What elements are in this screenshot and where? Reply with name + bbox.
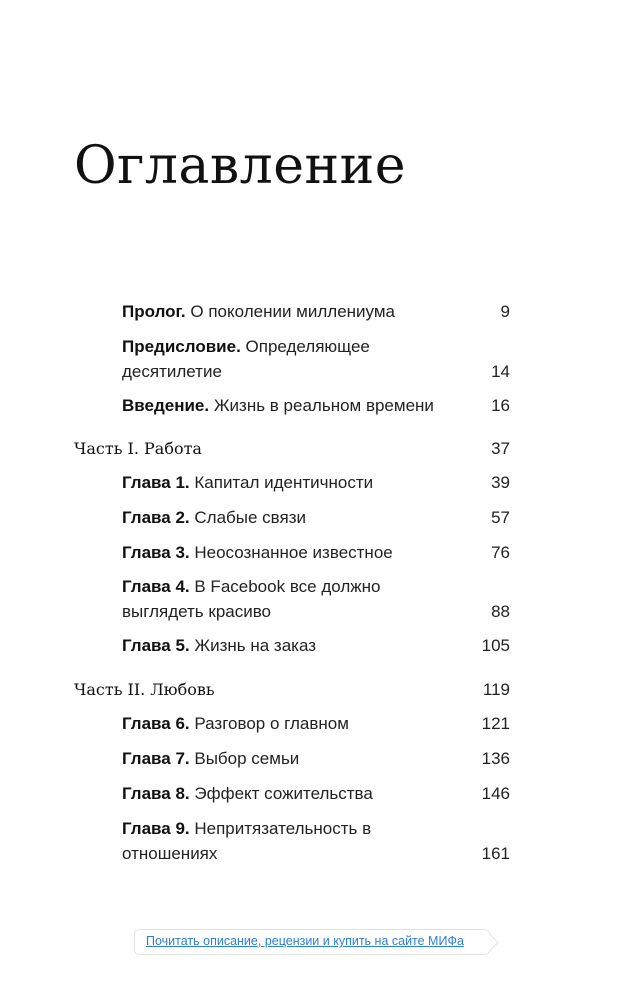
toc-page-number: 88 <box>491 602 510 621</box>
toc-entry-lead: Глава 4. <box>122 577 190 596</box>
toc-entry-text <box>122 470 442 495</box>
toc-entry-title: Выбор семьи <box>194 749 300 768</box>
toc-part-2 <box>74 677 510 702</box>
toc-chapter-1 <box>122 470 510 495</box>
toc-chapter-9 <box>122 816 510 866</box>
toc-entry-title: Разговор о главном <box>194 714 349 733</box>
toc-entry-lead: Глава 1. <box>122 473 190 492</box>
toc-chapter-4 <box>122 574 510 624</box>
toc-entry-lead: Глава 2. <box>122 508 190 527</box>
toc-entry-text <box>122 299 442 324</box>
toc-entry-lead: Глава 5. <box>122 636 190 655</box>
toc-entry-lead: Глава 6. <box>122 714 190 733</box>
toc-page-number: 76 <box>491 543 510 562</box>
toc-entry-text <box>122 711 442 736</box>
toc-entry-introduction <box>122 393 510 418</box>
toc-page-number: 105 <box>481 636 510 655</box>
toc-entry-title: Жизнь на заказ <box>194 636 317 655</box>
toc-entry-lead: Введение. <box>122 396 210 415</box>
toc-entry-title: О поколении миллениума <box>190 302 395 321</box>
toc-entry-text <box>122 334 422 384</box>
toc-page-number: 16 <box>491 396 510 415</box>
toc-entry-prologue <box>122 299 510 324</box>
page-title: Оглавление <box>74 136 407 196</box>
toc-page-number: 136 <box>481 749 510 768</box>
toc-part-1 <box>74 436 510 461</box>
toc-entry-text <box>122 393 472 418</box>
toc-entry-text <box>122 746 442 771</box>
toc-entry-title: Непритязательность в отношениях <box>122 819 372 863</box>
toc-page-number: 57 <box>491 508 510 527</box>
toc-entry-preface <box>122 334 510 384</box>
toc-entry-title: Неосознанное известное <box>194 543 393 562</box>
toc-entry-lead: Глава 9. <box>122 819 190 838</box>
toc-page-number: 14 <box>491 362 510 381</box>
toc-page-number: 121 <box>481 714 510 733</box>
toc-chapter-7 <box>122 746 510 771</box>
toc-entry-lead: Глава 7. <box>122 749 190 768</box>
toc-part-label: Часть II. Любовь <box>74 680 215 699</box>
toc-entry-title: Определяющее десятилетие <box>122 337 370 381</box>
toc-entry-title: Капитал идентичности <box>194 473 374 492</box>
toc-page-number: 146 <box>481 784 510 803</box>
toc-page-number: 161 <box>481 844 510 863</box>
toc-chapter-5 <box>122 633 510 658</box>
toc-entry-text <box>122 816 397 866</box>
toc-entry-text <box>122 574 412 624</box>
toc-entry-lead: Пролог. <box>122 302 186 321</box>
toc-entry-text <box>122 781 442 806</box>
toc-page-number: 37 <box>491 439 510 458</box>
toc-entry-text <box>122 633 442 658</box>
toc-part-label: Часть I. Работа <box>74 439 202 458</box>
buy-on-mif-link[interactable]: Почитать описание, рецензии и купить на сайте МИФа <box>146 934 464 948</box>
toc-chapter-6 <box>122 711 510 736</box>
toc-entry-title: В Facebook все должно выглядеть красиво <box>122 577 381 621</box>
toc-entry-text <box>122 505 442 530</box>
toc-page-number: 9 <box>500 302 510 321</box>
toc-chapter-2 <box>122 505 510 530</box>
toc-entry-title: Слабые связи <box>194 508 306 527</box>
toc-entry-title: Жизнь в реальном времени <box>213 396 434 415</box>
toc-chapter-3 <box>122 540 510 565</box>
toc-chapter-8 <box>122 781 510 806</box>
footer-link-box <box>134 929 490 955</box>
toc-entry-lead: Глава 8. <box>122 784 190 803</box>
toc-page-number: 119 <box>482 680 510 699</box>
toc-entry-lead: Предисловие. <box>122 337 241 356</box>
toc-entry-lead: Глава 3. <box>122 543 190 562</box>
toc-page-number: 39 <box>491 473 510 492</box>
toc-entry-text <box>122 540 462 565</box>
toc-entry-title: Эффект сожительства <box>194 784 373 803</box>
